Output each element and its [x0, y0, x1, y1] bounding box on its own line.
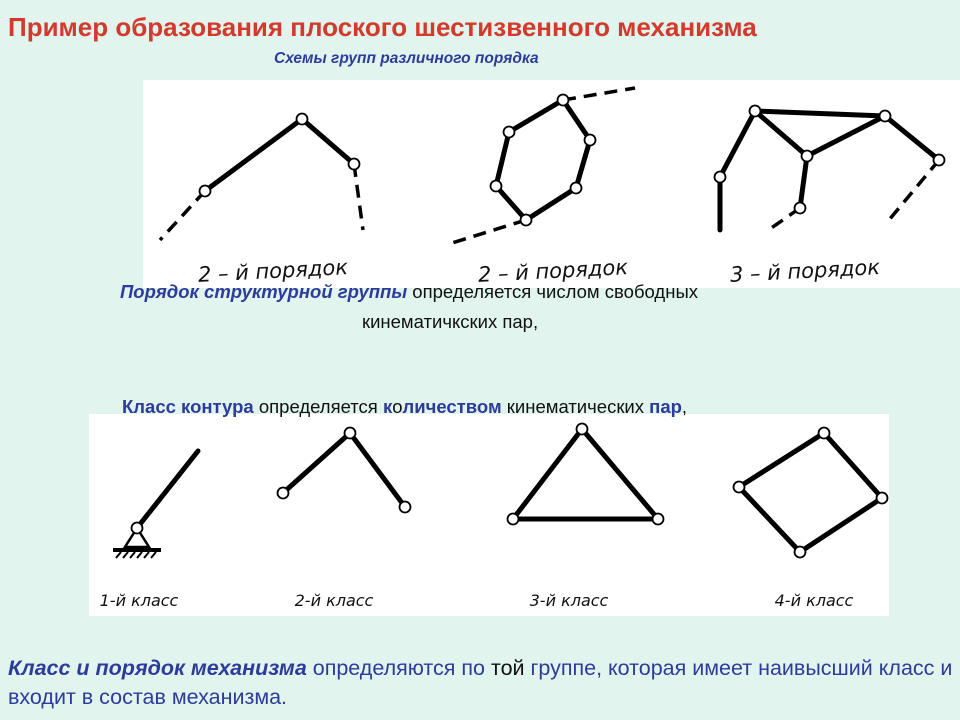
order-caption-2: 2 – й порядок — [477, 255, 629, 287]
class-definition-text: Класс контура определяется количеством кинематических пар, — [122, 396, 688, 417]
class-definition-highlight: Класс контура — [122, 396, 254, 417]
group-order-panel — [143, 80, 960, 288]
slide-title: Пример образования плоского шестизвенного механизма — [8, 12, 757, 42]
group-2nd-order-b — [452, 88, 635, 287]
class-3-contour — [508, 424, 664, 611]
class-caption-3: 3-й класс — [529, 591, 609, 610]
contour-class-diagram — [89, 414, 889, 616]
group-3rd-order — [715, 106, 945, 287]
mechanism-class-text: Класс и порядок механизма определяются по той группе, которая имеет наивысший класс и входит в состав механизма. — [8, 656, 953, 709]
mechanism-class-highlight: Класс и порядок механизма — [8, 656, 307, 680]
order-definition-highlight: Порядок структурной группы — [120, 281, 408, 302]
order-definition-rest: определяется числом свободных — [407, 281, 698, 302]
slide-subtitle: Схемы групп различного порядка — [274, 50, 539, 67]
class-caption-1: 1-й класс — [99, 591, 179, 610]
class-2-contour — [278, 428, 411, 611]
class-1-contour — [100, 451, 198, 610]
contour-class-panel — [89, 414, 889, 616]
class-4-contour — [734, 428, 888, 611]
group-2nd-order-a — [160, 114, 363, 287]
order-definition-text-continued: кинематичкских пар, — [362, 311, 539, 332]
group-order-diagram — [143, 80, 960, 288]
class-caption-4: 4-й класс — [774, 591, 854, 610]
order-definition-text — [120, 281, 698, 303]
class-caption-2: 2-й класс — [294, 591, 374, 610]
order-caption-1: 2 – й порядок — [197, 255, 349, 287]
order-caption-3: 3 – й порядок — [729, 255, 881, 287]
